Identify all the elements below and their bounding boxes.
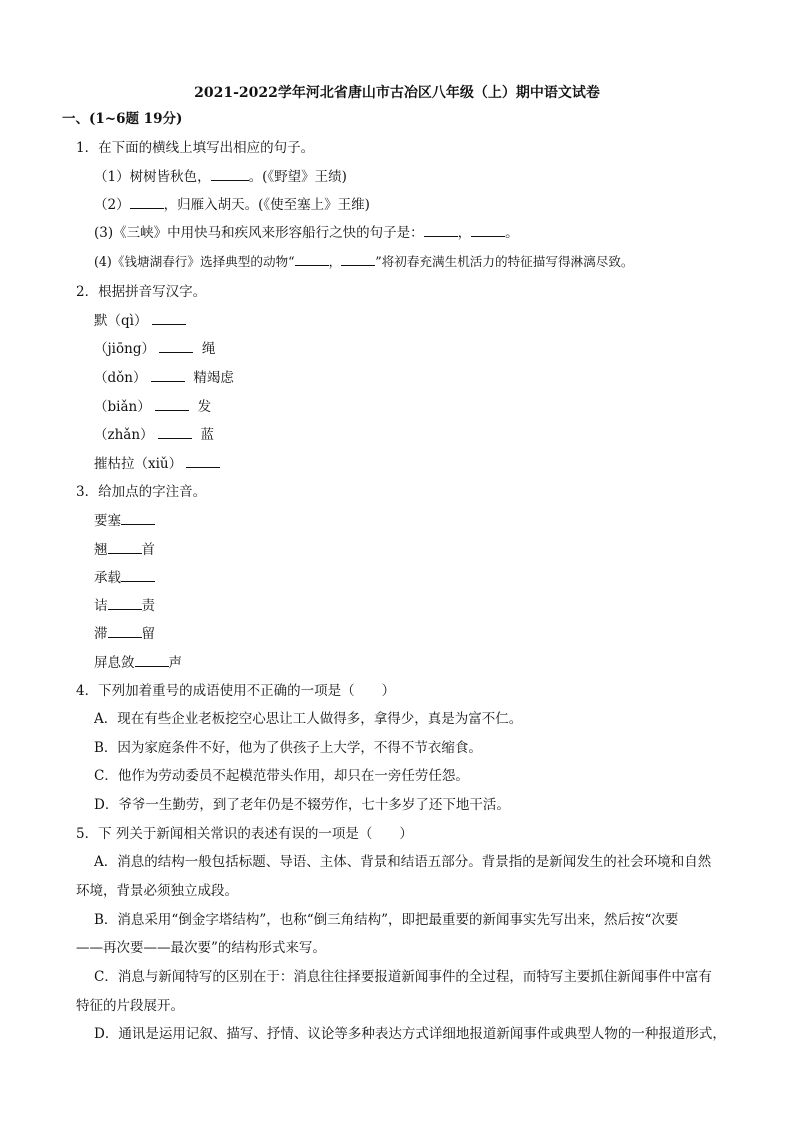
question-1-item-d xyxy=(94,251,634,272)
item-text: （1）树树皆秋色， xyxy=(94,169,211,185)
answer-blank[interactable] xyxy=(424,222,458,237)
item-text: ， xyxy=(457,225,472,241)
item-text: （zhǎn） xyxy=(94,427,154,443)
question-2-stem: 2．根据拼音写汉字。 xyxy=(76,284,207,300)
item-text: (4)《钱塘湖春行》选择典型的动物“ xyxy=(94,254,295,269)
item-text: （biǎn） xyxy=(94,399,151,415)
question-3-item-c xyxy=(94,567,155,588)
answer-blank[interactable] xyxy=(121,510,155,525)
answer-blank[interactable] xyxy=(108,595,142,610)
question-4-option-a[interactable]: A．现在有些企业老板挖空心思让工人做得多，拿得少，真是为富不仁。 xyxy=(94,711,523,727)
item-text: 蓝 xyxy=(200,427,214,443)
question-4-option-b[interactable]: B．因为家庭条件不好，他为了供孩子上大学，不得不节衣缩食。 xyxy=(94,740,482,756)
question-4-option-c[interactable]: C．他作为劳动委员不起模范带头作用，却只在一旁任劳任怨。 xyxy=(94,768,469,784)
item-text: 首 xyxy=(141,542,155,558)
item-text: 留 xyxy=(141,626,155,642)
answer-blank[interactable] xyxy=(121,567,155,582)
question-2-item-c xyxy=(94,367,234,388)
question-3-item-b xyxy=(94,539,155,560)
item-text: 绳 xyxy=(201,341,216,357)
question-2-item-d xyxy=(94,396,211,417)
item-text: ， xyxy=(328,254,342,269)
answer-blank[interactable] xyxy=(108,623,142,638)
answer-blank[interactable] xyxy=(159,338,193,353)
item-text: ，归雁入胡天。(《使至塞上》王维) xyxy=(163,197,370,213)
answer-blank[interactable] xyxy=(135,652,169,667)
question-4-stem: 4．下列加着重号的成语使用不正确的一项是（ ） xyxy=(76,683,396,699)
answer-blank[interactable] xyxy=(151,367,185,382)
item-text: 承载 xyxy=(94,570,121,586)
answer-blank[interactable] xyxy=(341,251,375,266)
item-text: 发 xyxy=(197,399,212,415)
item-text: 屏息敛 xyxy=(94,655,135,671)
answer-blank[interactable] xyxy=(108,539,142,554)
item-text: （2） xyxy=(94,197,130,213)
question-2-item-f xyxy=(94,453,220,474)
question-5-option-b-cont: ——再次要——最次要”的结构形式来写。 xyxy=(76,940,326,956)
answer-blank[interactable] xyxy=(130,194,164,209)
answer-blank[interactable] xyxy=(186,453,220,468)
question-5-option-a-cont: 环境，背景必须独立成段。 xyxy=(76,883,238,899)
item-text: 滞 xyxy=(94,626,108,642)
answer-blank[interactable] xyxy=(471,222,505,237)
question-1-item-b xyxy=(94,194,370,215)
question-1-stem: 1．在下面的横线上填写出相应的句子。 xyxy=(76,140,315,156)
item-text: 。(《野望》王绩) xyxy=(248,169,347,185)
item-text: 诘 xyxy=(94,598,108,614)
question-5-stem: 5．下 列关于新闻相关常识的表述有误的一项是（ ） xyxy=(76,826,413,842)
question-3-stem: 3．给加点的字注音。 xyxy=(76,484,207,500)
item-text: （dǒn） xyxy=(94,370,147,386)
question-5-option-a[interactable]: A．消息的结构一般包括标题、导语、主体、背景和结语五部分。背景指的是新闻发生的社会环境和自然 xyxy=(94,854,712,870)
item-text: 翘 xyxy=(94,542,108,558)
answer-blank[interactable] xyxy=(155,396,189,411)
item-text: （jiōng） xyxy=(94,341,155,357)
item-text: 精竭虑 xyxy=(193,370,234,386)
question-2-item-a xyxy=(94,310,186,331)
item-text: 责 xyxy=(141,598,155,614)
question-3-item-f xyxy=(94,652,182,673)
question-3-item-d xyxy=(94,595,155,616)
exam-title: 2021-2022学年河北省唐山市古冶区八年级（上）期中语文试卷 xyxy=(194,85,600,101)
question-5-option-c[interactable]: C．消息与新闻特写的区别在于：消息往往择要报道新闻事件的全过程，而特写主要抓住新闻事件中富有 xyxy=(94,969,712,985)
question-2-item-b xyxy=(94,338,215,359)
question-5-option-c-cont: 特征的片段展开。 xyxy=(76,998,184,1014)
question-5-option-b[interactable]: B．消息采用“倒金字塔结构”，也称“倒三角结构”，即把最重要的新闻事实先写出来，然后按“次要 xyxy=(94,912,679,928)
question-3-item-a xyxy=(94,510,155,531)
item-text: 摧枯拉（xiǔ） xyxy=(94,456,183,472)
question-1-item-c xyxy=(94,222,519,243)
question-4-option-d[interactable]: D．爷爷一生勤劳，到了老年仍是不辍劳作，七十多岁了还下地干活。 xyxy=(94,797,510,813)
item-text: ”将初春充满生机活力的特征描写得淋漓尽致。 xyxy=(375,254,634,269)
answer-blank[interactable] xyxy=(295,251,329,266)
item-text: 声 xyxy=(168,655,182,671)
section-heading: 一、(1~6题 19分) xyxy=(62,111,183,127)
question-5-option-d[interactable]: D．通讯是运用记叙、描写、抒情、议论等多种表达方式详细地报道新闻事件或典型人物的一种报道形式， xyxy=(94,1026,726,1042)
item-text: 要塞 xyxy=(94,513,121,529)
question-3-item-e xyxy=(94,623,155,644)
item-text: 默（qì） xyxy=(94,313,148,329)
item-text: (3)《三峡》中用快马和疾风来形容船行之快的句子是： xyxy=(94,225,424,241)
item-text: 。 xyxy=(505,225,519,241)
question-1-item-a xyxy=(94,166,347,187)
answer-blank[interactable] xyxy=(211,166,249,181)
answer-blank[interactable] xyxy=(152,310,186,325)
answer-blank[interactable] xyxy=(158,424,192,439)
question-2-item-e xyxy=(94,424,214,445)
